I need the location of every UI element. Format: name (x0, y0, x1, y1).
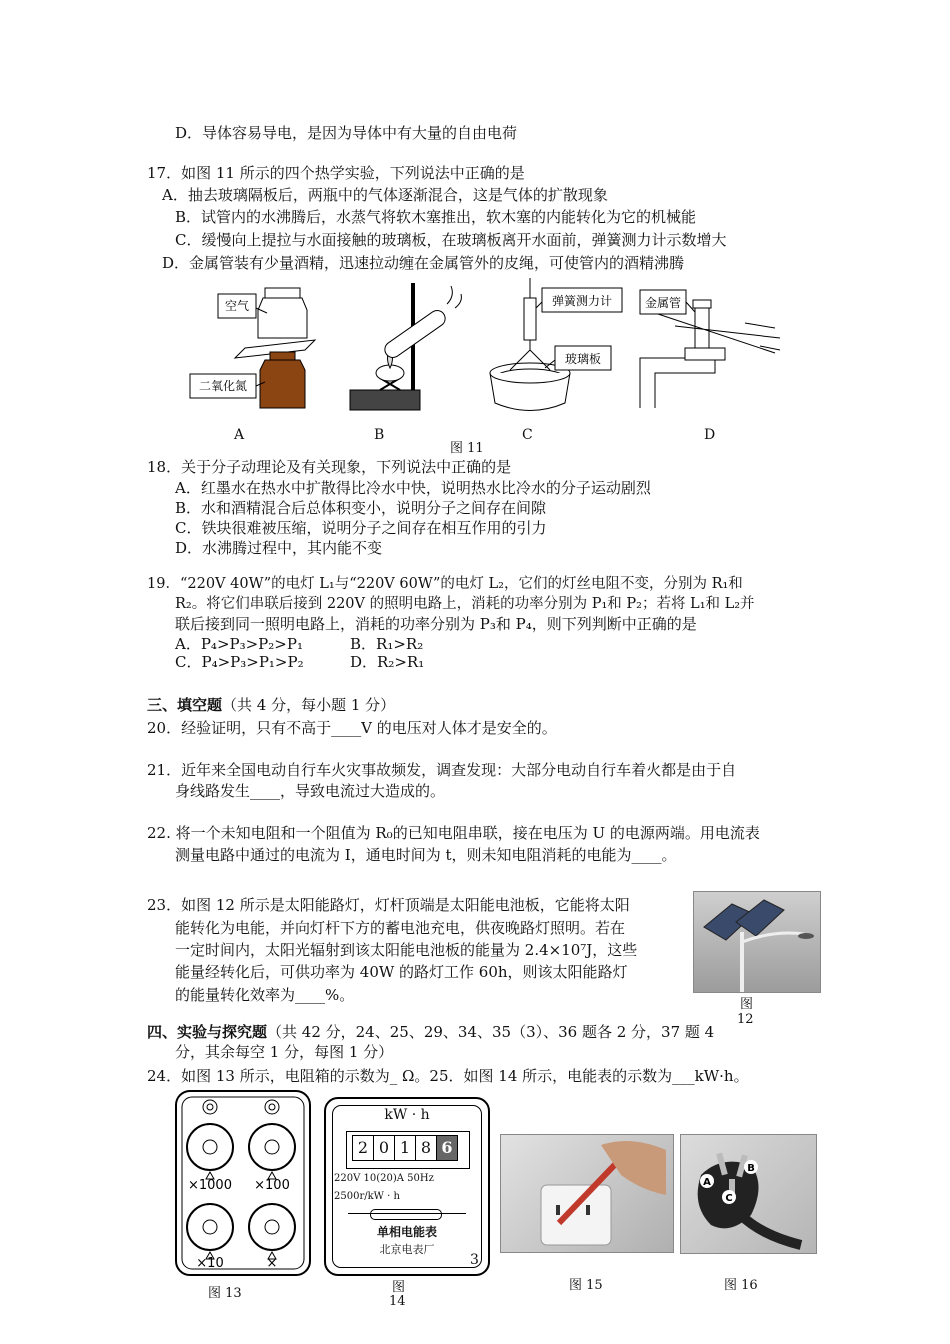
fig11-sub-c: C (522, 427, 533, 443)
q19-line-3: 联后接到同一照明电路上，消耗的功率分别为 P₃和 P₄，则下列判断中正确的是 (175, 615, 697, 633)
fig14-digit: 0 (374, 1135, 395, 1161)
fig11-b-test-tube (350, 283, 461, 410)
q22-line-2: 测量电路中通过的电流为 I，通电时间为 t，则未知电阻消耗的电能为____。 (175, 846, 677, 864)
figure-15-socket-photo (500, 1134, 674, 1253)
q18-option-d: D．水沸腾过程中，其内能不变 (175, 539, 383, 557)
fig16-pin-c: C (725, 1193, 733, 1204)
figure-14-energy-meter (324, 1097, 490, 1276)
fig11-sub-b: B (374, 427, 385, 443)
q21-line-2: 身线路发生____，导致电流过大造成的。 (175, 782, 446, 800)
fig14-digit: 8 (416, 1135, 437, 1161)
fig11-d-metal-tube (640, 290, 780, 408)
rotating-disc-icon (348, 1209, 466, 1219)
dial-knob-icon (249, 1124, 295, 1170)
section-4-title: 四、实验与探究题 (147, 1023, 268, 1041)
q18-option-c: C．铁块很难被压缩，说明分子之间存在相互作用的引力 (175, 519, 547, 537)
test-pen-icon (501, 1135, 673, 1252)
fig13-mult-10: ×10 (196, 1256, 224, 1271)
q18-stem: 18．关于分子动理论及有关现象，下列说法中正确的是 (147, 458, 512, 476)
fig13-mult-1: × (266, 1256, 278, 1271)
fig14-name: 单相电能表 (376, 1225, 437, 1239)
q17-option-a: A．抽去玻璃隔板后，两瓶中的气体逐渐混合，这是气体的扩散现象 (162, 186, 608, 204)
fig14-digit-decimal: 6 (437, 1135, 458, 1161)
q17-option-d: D．金属管装有少量酒精，迅速拉动缠在金属管外的皮绳，可使管内的酒精沸腾 (162, 254, 685, 272)
q16-option-d: D．导体容易导电，是因为导体中有大量的自由电荷 (175, 124, 518, 142)
section-3-heading (147, 695, 395, 715)
fig14-spec-1: 220V 10(20)A 50Hz (334, 1173, 434, 1184)
fig11-caption: 图 11 (450, 441, 484, 456)
figure-12-solar-streetlight (693, 891, 821, 993)
q23-line-1: 23．如图 12 所示是太阳能路灯，灯杆顶端是太阳能电池板，它能将太阳 (147, 896, 630, 914)
section-3-title: 三、填空题 (147, 696, 223, 714)
fig16-caption: 图 16 (724, 1278, 758, 1293)
fig14-caption-2: 14 (389, 1294, 406, 1309)
q21-line-1: 21．近年来全国电动自行车火灾事故频发，调查发现：大部分电动自行车着火都是由于自 (147, 761, 737, 779)
q17-option-c: C．缓慢向上提拉与水面接触的玻璃板，在玻璃板离开水面前，弹簧测力计示数增大 (175, 231, 727, 249)
q19-option-a: A．P₄>P₃>P₂>P₁ (175, 635, 303, 653)
q20: 20．经验证明，只有不高于____V 的电压对人体才是安全的。 (147, 719, 557, 737)
terminal-icon (203, 1100, 217, 1114)
page-number: 3 (470, 1252, 479, 1268)
q23-line-3: 一定时间内，太阳光辐射到该太阳能电池板的能量为 2.4×10⁷J，这些 (175, 941, 638, 959)
section-4-note-2: 分，其余每空 1 分，每图 1 分） (175, 1043, 394, 1061)
dial-knob-icon (187, 1124, 233, 1170)
fig11-label-spring: 弹簧测力计 (551, 294, 613, 308)
solar-panel-icon (694, 892, 820, 992)
fig14-counter (352, 1135, 458, 1161)
fig11-sub-d: D (704, 427, 716, 443)
q23-line-2: 能转化为电能，并向灯杆下方的蓄电池充电，供夜晚路灯照明。若在 (175, 919, 626, 937)
q23-line-5: 的能量转化效率为____%。 (175, 986, 355, 1004)
fig11-sub-a: A (234, 427, 245, 443)
figure-13-resistance-box (174, 1089, 314, 1279)
fig12-caption-2: 12 (737, 1012, 754, 1027)
fig14-digit: 1 (395, 1135, 416, 1161)
fig13-caption: 图 13 (208, 1286, 242, 1301)
fig14-caption-1: 图 (392, 1280, 406, 1295)
q24-q25: 24．如图 13 所示，电阻箱的示数为_ Ω。25．如图 14 所示，电能表的示数为___kW·h。 (147, 1067, 749, 1085)
fig11-label-tube: 金属管 (644, 296, 682, 310)
q22-line-1: 22. 将一个未知电阻和一个阻值为 R₀的已知电阻串联，接在电压为 U 的电源两端。用电流表 (147, 824, 760, 842)
fig13-mult-100: ×100 (254, 1178, 290, 1193)
q19-option-c: C．P₄>P₃>P₁>P₂ (175, 653, 304, 671)
fig14-spec-2: 2500r/kW · h (334, 1191, 400, 1202)
q18-option-a: A．红墨水在热水中扩散得比冷水中快，说明热水比冷水的分子运动剧烈 (175, 479, 651, 497)
q19-option-d: D．R₂>R₁ (350, 653, 425, 671)
fig12-caption-1: 图 (740, 997, 754, 1012)
fig14-unit: kW · h (384, 1107, 430, 1123)
q19-option-b: B．R₁>R₂ (350, 635, 424, 653)
plug-icon (681, 1135, 816, 1253)
dial-knob-icon (249, 1204, 295, 1250)
section-4-note-1: （共 42 分，24、25、29、34、35（3）、36 题各 2 分，37 题 4 (267, 1023, 715, 1041)
q19-line-2: R₂。将它们串联后接到 220V 的照明电路上，消耗的功率分别为 P₁和 P₂；若将 L₁和 L₂并 (175, 596, 755, 612)
fig16-pin-a: A (703, 1177, 711, 1188)
fig15-caption: 图 15 (569, 1278, 603, 1293)
fig16-pin-b: B (747, 1163, 755, 1174)
q18-option-b: B．水和酒精混合后总体积变小，说明分子之间存在间隙 (175, 499, 547, 517)
fig11-label-air: 空气 (224, 299, 250, 313)
q19-line-1: 19．“220V 40W”的电灯 L₁与“220V 60W”的电灯 L₂，它们的灯丝电阻不变，分别为 R₁和 (147, 576, 743, 592)
fig11-c-glass-plate (490, 278, 622, 411)
terminal-icon (265, 1100, 279, 1114)
fig13-mult-1000: ×1000 (188, 1178, 232, 1193)
figure-16-plug-photo (680, 1134, 817, 1254)
dial-knob-icon (187, 1204, 233, 1250)
q17-stem: 17．如图 11 所示的四个热学实验，下列说法中正确的是 (147, 164, 525, 182)
q17-option-b: B．试管内的水沸腾后，水蒸气将软木塞推出，软木塞的内能转化为它的机械能 (175, 208, 697, 226)
section-3-note: （共 4 分，每小题 1 分） (222, 696, 396, 714)
fig11-a-bottles (190, 288, 315, 408)
fig11-label-no2: 二氧化氮 (198, 379, 248, 393)
figure-11 (185, 278, 785, 423)
fig14-maker: 北京电表厂 (379, 1243, 435, 1256)
section-4-heading (147, 1022, 714, 1042)
fig11-label-glass: 玻璃板 (564, 352, 602, 366)
fig14-digit: 2 (352, 1135, 374, 1161)
q23-line-4: 能量经转化后，可供功率为 40W 的路灯工作 60h，则该太阳能路灯 (175, 963, 628, 981)
